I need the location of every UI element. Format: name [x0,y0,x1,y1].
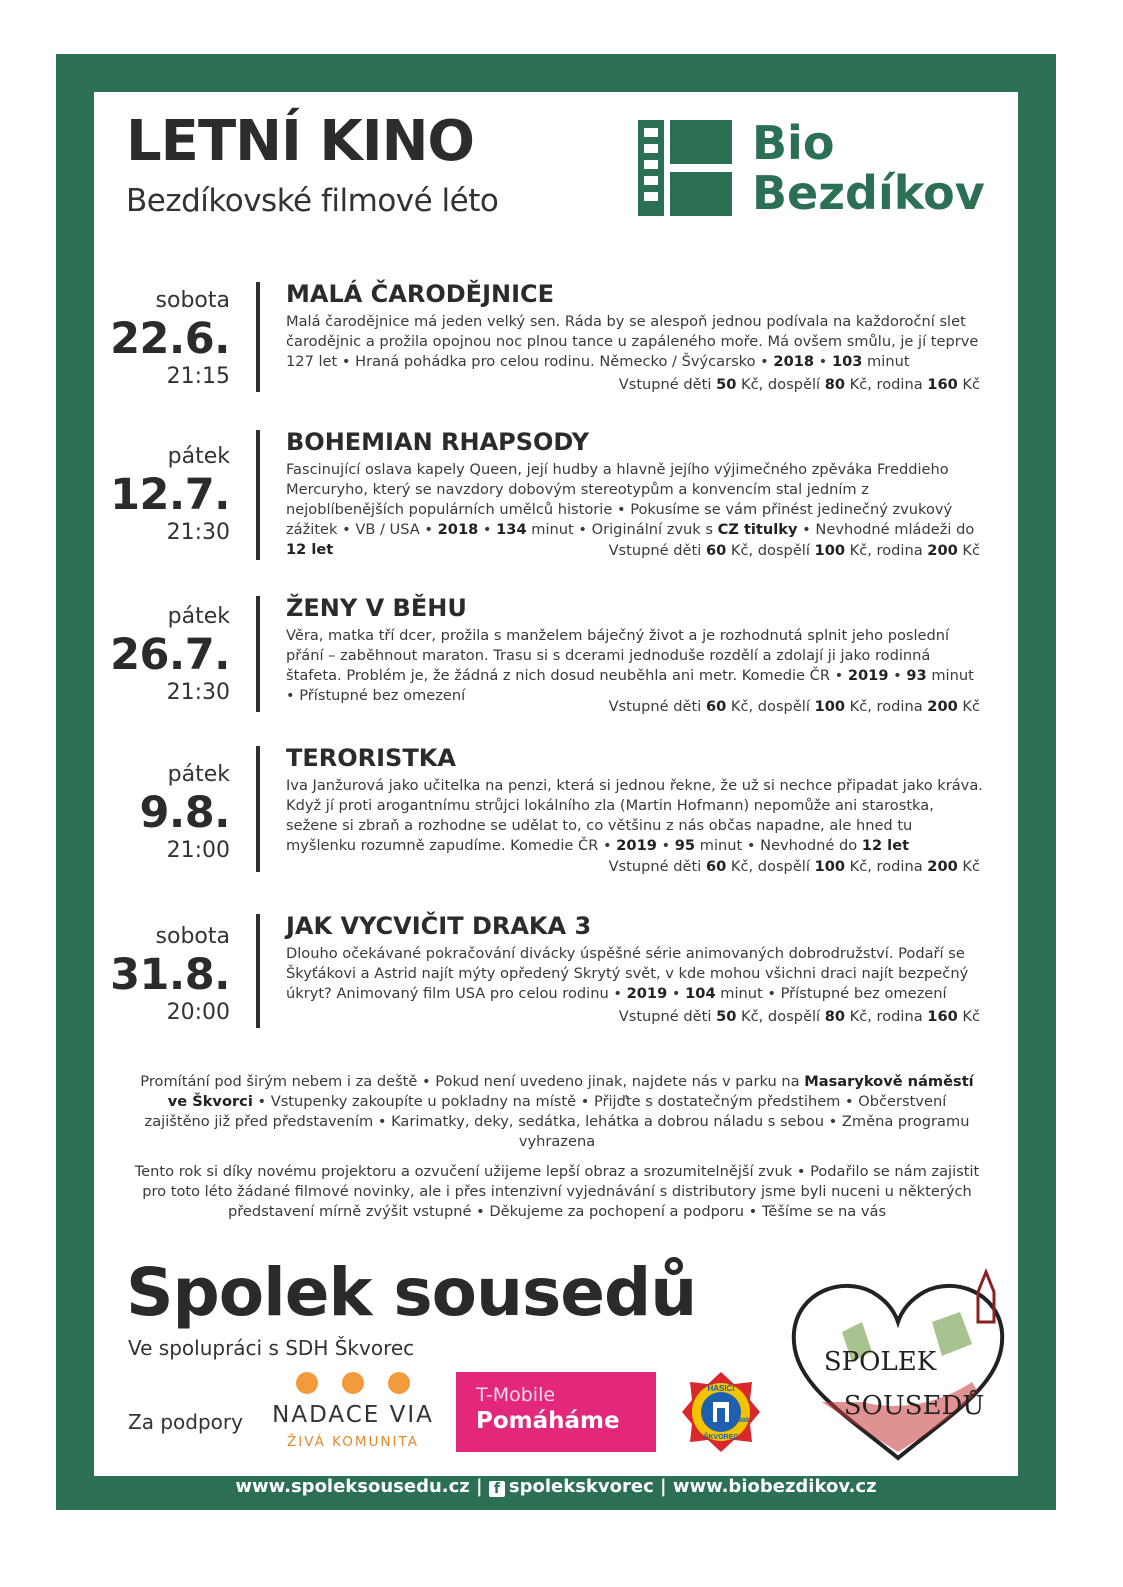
facebook-icon: f [489,1481,505,1497]
logo-text-bio: Bio [752,116,835,170]
tmobile-logo [456,1372,656,1452]
season-note: Tento rok si díky novému projektoru a ozvučení užijeme lepší obraz a srozumitelnější zvuk • Podařilo se nám zajistit pro toto léto žádané filmové novinky, ale i přes intenzivní vyjednávání s distributory jsme byli nuceni u některých představení mírně zvýšit vstupné • Děkujeme za pochopení a podporu • Těšíme se na vás [134,1163,980,1220]
facebook-link[interactable]: spolekskvorec [508,1476,654,1497]
spolek-heart-logo-icon [782,1252,1014,1468]
event-date: 12.7. [110,470,230,520]
event-day: pátek [167,444,230,469]
movie-title: MALÁ ČARODĚJNICE [286,280,555,308]
movie-description: Iva Janžurová jako učitelka na penzi, která si jednou řekne, že už si nechce připadat jako kráva. Když jí proti arogantnímu strůjci lokálního zla (Martin Hofmann) nepomůže ani starostka, sežene si zbraň a rozhodne se udělat to, co většinu z nás občas napadne, ale hned tu myšlenku rozumně zapudíme. Komedie ČR • 2019 • 95 minut • Nevhodné do 12 let [286,777,983,854]
movie-title: JAK VYCVIČIT DRAKA 3 [286,912,592,940]
event-time: 21:30 [166,520,230,545]
svg-text:ŠKVOREC: ŠKVOREC [703,1434,739,1441]
logo-text-bezdikov: Bezdíkov [752,166,985,220]
event-day: pátek [167,604,230,629]
footer-links: www.spoleksousedu.cz | f spolekskvorec | www.biobezdikov.cz [235,1476,877,1497]
movie-title: TERORISTKA [286,744,456,772]
orange-dot-icon [296,1372,318,1394]
movie-description: Malá čarodějnice má jeden velký sen. Ráda by se alespoň jednou podívala na každoroční slet čarodějnic a prožila opojnou noc plnou tance u zapáleného moře. Má ovšem smůlu, je jí teprve 127 let • Hraná pohádka pro celou rodinu. Německo / Švýcarsko • 2018 • 103 minut [286,313,979,370]
divider [256,746,260,872]
divider [256,596,260,712]
event-date: 22.6. [110,314,230,364]
general-info: Promítání pod širým nebem i za deště • Pokud není uvedeno jinak, najdete nás v parku na Masarykově náměstí ve Škvorci • Vstupenky zakoupíte u pokladny na místě • Přijďte s dostatečným předstihem • Občerstvení zajištěno již před představením • Karimatky, deky, sedátka, lehátka a dobrou náladu s sebou • Změna programu vyhrazena [140,1073,974,1150]
tmobile-brand: T-Mobile [476,1384,556,1406]
event-time: 21:30 [166,680,230,705]
orange-dot-icon [388,1372,410,1394]
admission-price: Vstupné děti 60 Kč, dospělí 100 Kč, rodina 200 Kč [608,858,980,875]
movie-title: ŽENY V BĚHU [286,594,467,622]
nadace-via-tagline: ŽIVÁ KOMUNITA [287,1434,419,1450]
event-date: 31.8. [110,950,230,1000]
poster-frame [56,54,1056,1510]
event-time: 21:15 [166,364,230,389]
movie-title: BOHEMIAN RHAPSODY [286,428,589,456]
admission-price: Vstupné děti 60 Kč, dospělí 100 Kč, rodina 200 Kč [608,542,980,559]
event-time: 21:00 [166,838,230,863]
svg-text:1889: 1889 [735,1418,749,1424]
admission-price: Vstupné děti 50 Kč, dospělí 80 Kč, rodina 160 Kč [618,376,980,393]
event-day: sobota [155,924,230,949]
firefighters-emblem-icon [680,1370,762,1454]
movie-description: Věra, matka tří dcer, prožila s manželem báječný život a je rozhodnutá splnit jeho poslední přání – zaběhnout maraton. Trasu si s dcerami jednoduše rozdělí a zdolají ji jako rodinná štafeta. Problém je, že žádná z nich dosud neuběhla ani metr. Komedie ČR • 2019 • 93 minut • Přístupné bez omezení [286,627,974,704]
orange-dot-icon [342,1372,364,1394]
svg-text:SPOLEK: SPOLEK [823,1347,937,1377]
event-day: sobota [155,288,230,313]
nadace-via-logo [260,1372,446,1472]
divider [256,914,260,1028]
event-date: 26.7. [110,630,230,680]
admission-price: Vstupné děti 60 Kč, dospělí 100 Kč, rodina 200 Kč [608,698,980,715]
divider [256,430,260,560]
poster-subtitle: Bezdíkovské filmové léto [126,183,499,219]
event-time: 20:00 [166,1000,230,1025]
movie-description: Fascinující oslava kapely Queen, její hudby a hlavně jejího výjimečného zpěváka Freddieho Mercuryho, který se navzdory dobovým stereotypům a konvencím stal jedním z nejoblíbenějších populárních umělců historie • Pokusíme se vám přinést jedinečný zvukový zážitek • VB / USA • 2018 • 134 minut • Originální zvuk s CZ titulky • Nevhodné mládeži do 12 let [286,461,975,558]
event-day: pátek [167,762,230,787]
cooperation-note: Ve spolupráci s SDH Škvorec [128,1336,415,1360]
film-strip-icon [638,120,732,216]
nadace-via-name: NADACE VIA [272,1402,434,1428]
poster-content [94,92,1018,1476]
organizer-name: Spolek sousedů [126,1254,697,1331]
poster-title: LETNÍ KINO [126,109,475,174]
website-link[interactable]: www.spoleksousedu.cz [235,1476,470,1497]
movie-description: Dlouho očekávané pokračování divácky úspěšné série animovaných dobrodružství. Podaří se Škyťákovi a Astrid najít mýty opředený Skrytý svět, v kde mohou všichni draci najít bezpečný úkryt? Animovaný film USA pro celou rodinu • 2019 • 104 minut • Přístupné bez omezení [286,945,969,1002]
tmobile-slogan: Pomáháme [476,1408,620,1434]
svg-text:SOUSEDŮ: SOUSEDŮ [843,1391,985,1421]
admission-price: Vstupné děti 50 Kč, dospělí 80 Kč, rodina 160 Kč [618,1008,980,1025]
support-label: Za podpory [128,1410,243,1434]
event-date: 9.8. [139,788,230,838]
svg-text:HASIČI: HASIČI [707,1384,735,1393]
divider [256,282,260,392]
bio-website-link[interactable]: www.biobezdikov.cz [672,1476,877,1497]
